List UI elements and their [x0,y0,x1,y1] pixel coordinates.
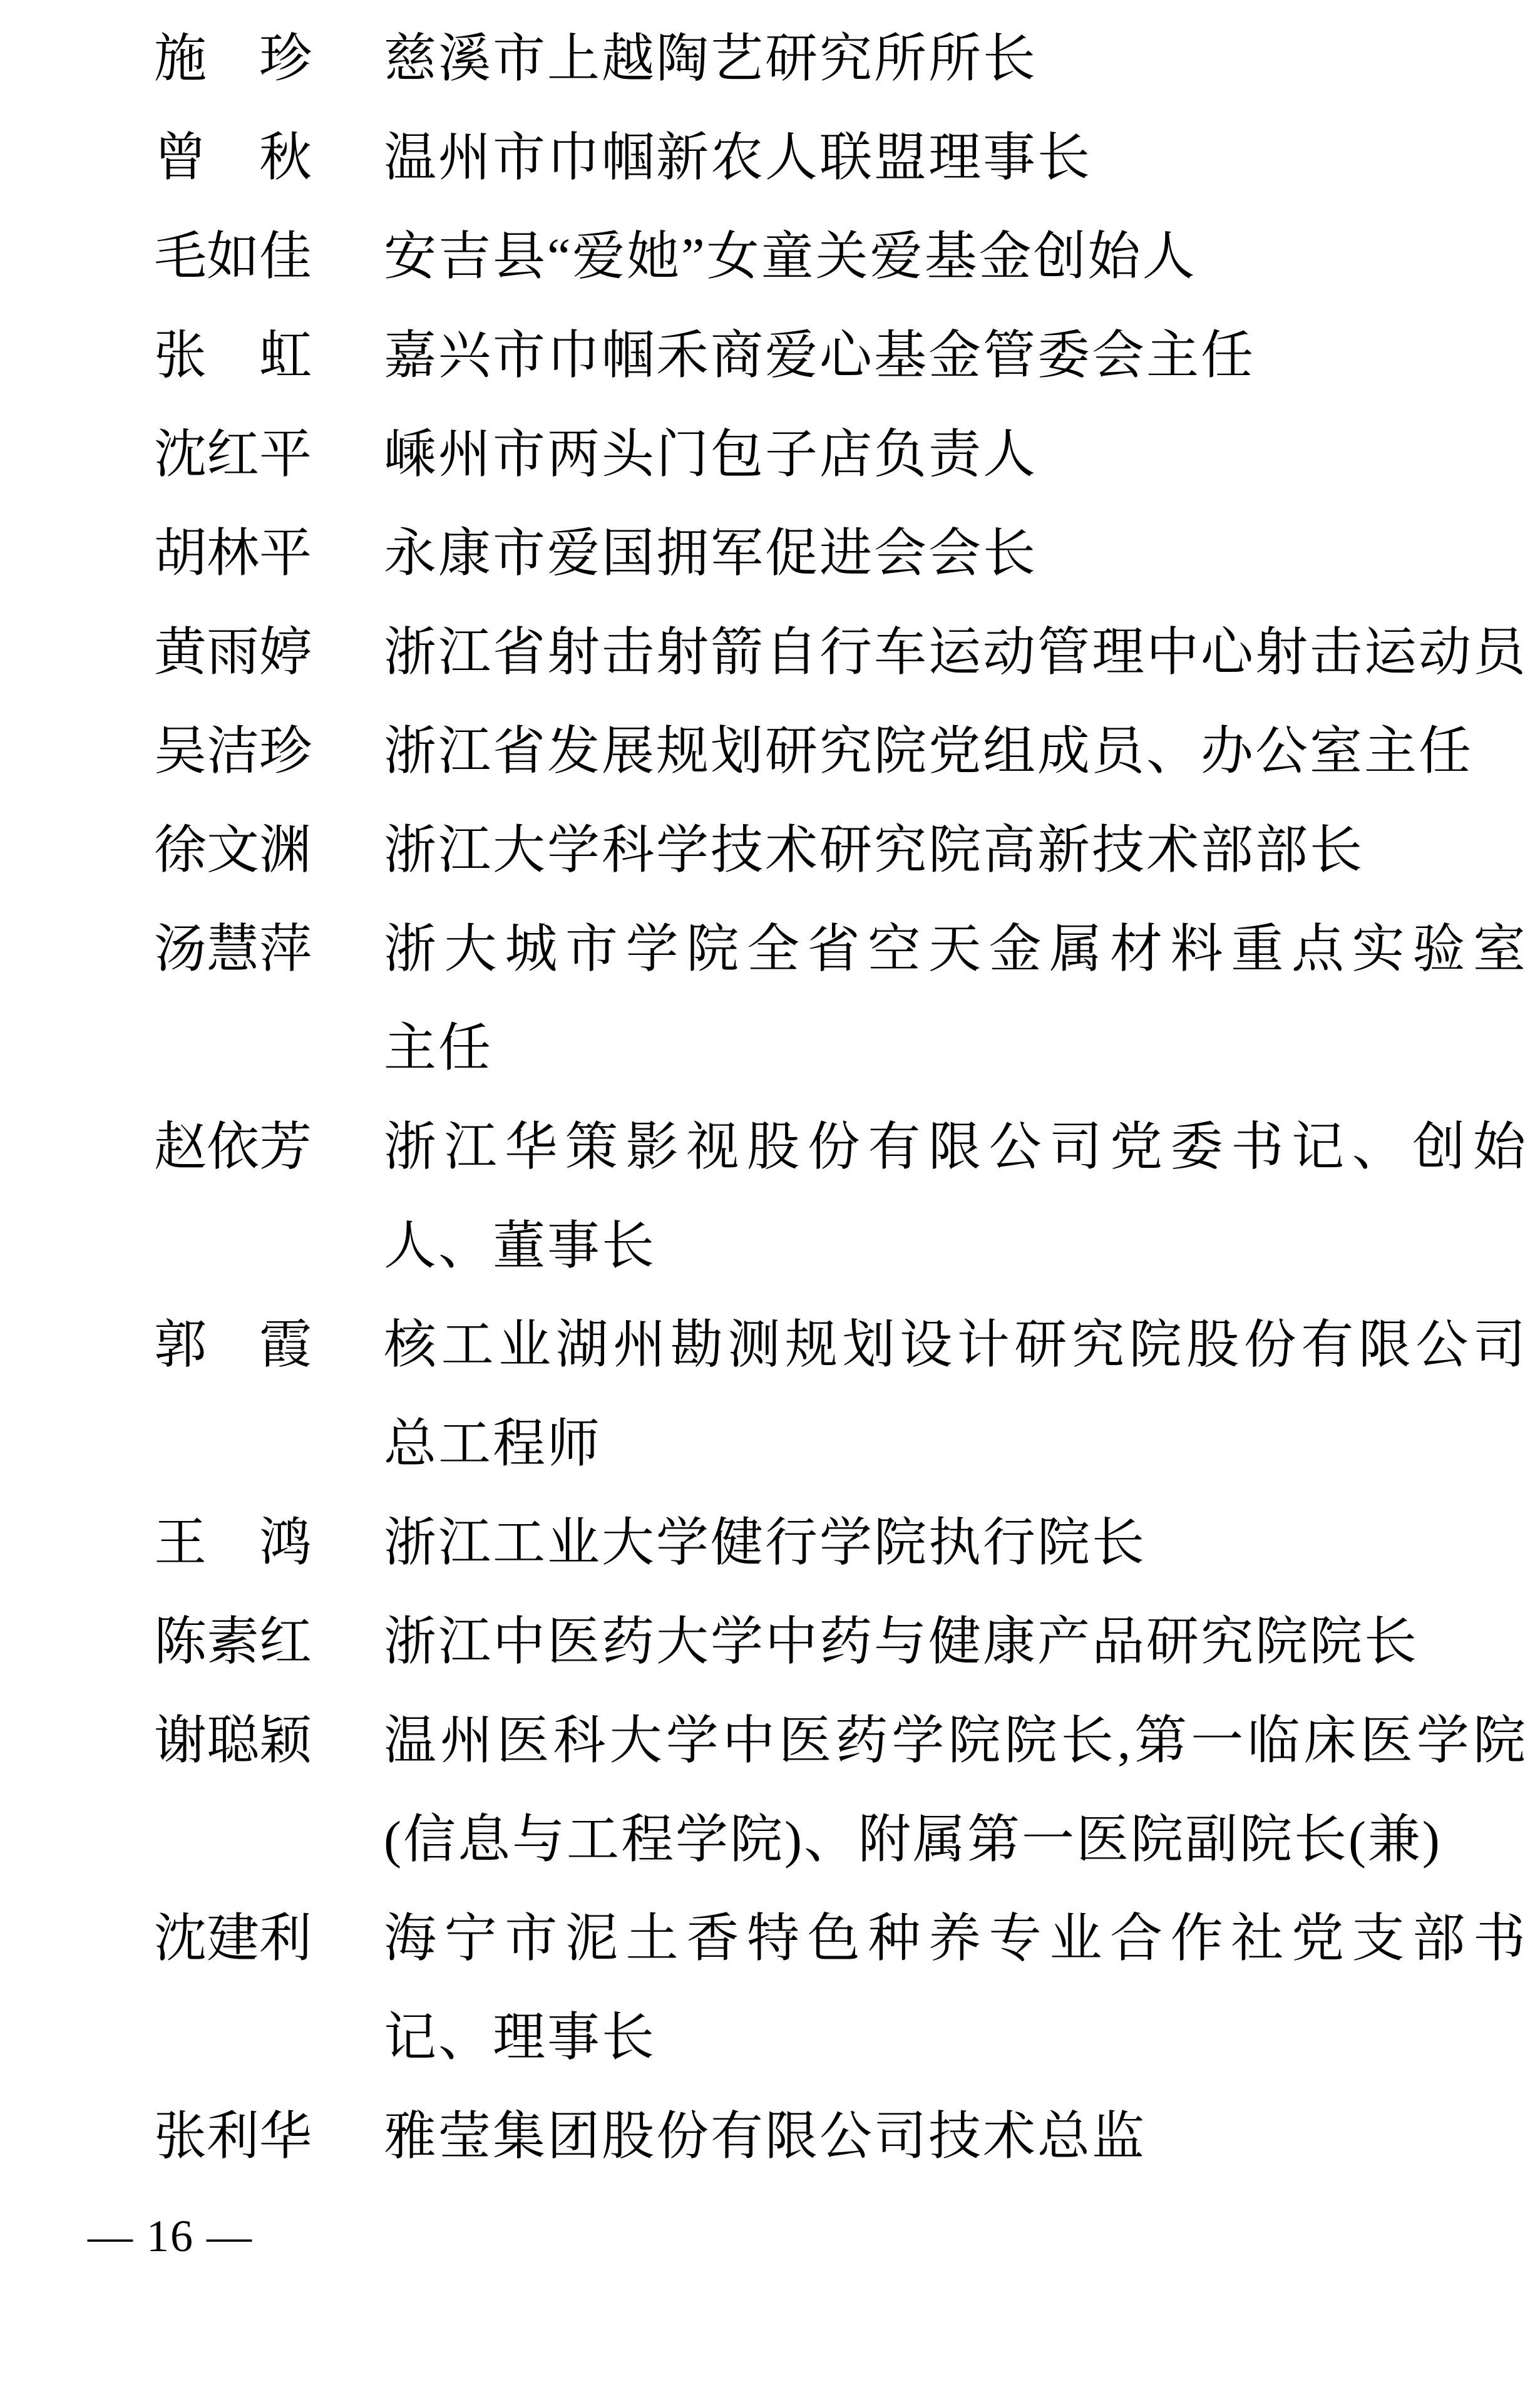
title-line: 浙大城市学院全省空天金属材料重点实验室 [384,920,1527,979]
honoree-title [384,208,1527,307]
honoree-entry [0,109,1540,208]
honoree-entry [0,208,1540,307]
honoree-title [384,1296,1527,1494]
honoree-title [384,406,1527,505]
honoree-name: 曾 秋 [154,129,312,187]
title-line: 记、理事长 [384,2009,657,2067]
honoree-title [384,109,1527,208]
title-line: 温州市巾帼新农人联盟理事长 [384,129,1092,187]
honoree-title [384,1692,1527,1890]
honoree-title [384,1593,1527,1692]
title-line: 温州医科大学中医药学院院长,第一临床医学院 [384,1712,1527,1770]
title-line: 安吉县“爱她”女童关爱基金创始人 [384,228,1197,286]
honoree-title [384,1494,1527,1593]
title-line: 核工业湖州勘测规划设计研究院股份有限公司 [384,1316,1527,1374]
title-line: 嘉兴市巾帼禾商爱心基金管委会主任 [384,327,1256,385]
honoree-title [384,703,1527,802]
honoree-entry [0,1692,1540,1890]
honoree-entry [0,307,1540,406]
honoree-entry [0,604,1540,703]
honoree-entry [0,1098,1540,1296]
honoree-entry [0,703,1540,802]
honoree-name: 郭 霞 [154,1316,312,1374]
honoree-name: 沈红平 [154,426,312,484]
honoree-name: 赵依芳 [154,1118,312,1177]
title-line: 总工程师 [384,1415,602,1473]
title-line: 浙江省射击射箭自行车运动管理中心射击运动员 [384,624,1528,682]
honoree-entry [0,505,1540,604]
honoree-entry [0,900,1540,1098]
honoree-name: 陈素红 [154,1613,312,1671]
honoree-entry [0,802,1540,900]
honoree-name: 毛如佳 [154,228,312,286]
honoree-entry [0,10,1540,109]
title-line: 浙江华策影视股份有限公司党委书记、创始 [384,1118,1527,1177]
honoree-entry [0,1296,1540,1494]
honoree-name: 王 鸿 [154,1514,312,1572]
honoree-name: 张 虹 [154,327,312,385]
title-line: 慈溪市上越陶艺研究所所长 [384,30,1038,88]
title-line: 海宁市泥土香特色种养专业合作社党支部书 [384,1910,1527,1968]
honoree-title [384,1890,1527,2088]
honoree-name: 吴洁珍 [154,723,312,781]
honoree-name: 汤慧萍 [154,920,312,979]
honoree-title [384,10,1527,109]
honoree-entry [0,2088,1540,2187]
honoree-name: 谢聪颖 [154,1712,312,1770]
honoree-entry [0,406,1540,505]
honoree-title [384,1098,1527,1296]
honoree-title [384,505,1527,604]
honoree-title [384,604,1527,703]
honoree-entry [0,1890,1540,2088]
title-line: 浙江中医药大学中药与健康产品研究院院长 [384,1613,1419,1671]
title-line: 浙江大学科学技术研究院高新技术部部长 [384,822,1365,880]
title-line: 嵊州市两头门包子店负责人 [384,426,1038,484]
honoree-title [384,307,1527,406]
honoree-name: 胡林平 [154,525,312,583]
title-line: 浙江工业大学健行学院执行院长 [384,1514,1147,1572]
title-line: 雅莹集团股份有限公司技术总监 [384,2108,1147,2166]
honoree-name: 施 珍 [154,30,312,88]
honoree-name: 沈建利 [154,1910,312,1968]
honoree-name: 张利华 [154,2108,312,2166]
honoree-title [384,802,1527,900]
honoree-title [384,900,1527,1098]
honoree-name: 徐文渊 [154,822,312,880]
title-line: 永康市爱国拥军促进会会长 [384,525,1038,583]
honoree-name: 黄雨婷 [154,624,312,682]
title-line: 浙江省发展规划研究院党组成员、办公室主任 [384,723,1474,781]
document-page [0,10,1540,2286]
title-line: 主任 [384,1019,493,1078]
honoree-title [384,2088,1527,2187]
title-line: 人、董事长 [384,1217,657,1276]
honoree-entry [0,1494,1540,1593]
honoree-entry [0,1593,1540,1692]
title-line: (信息与工程学院)、附属第一医院副院长(兼) [384,1811,1442,1869]
page-number: — 16 — [88,2211,253,2261]
honoree-list [0,10,1540,2187]
